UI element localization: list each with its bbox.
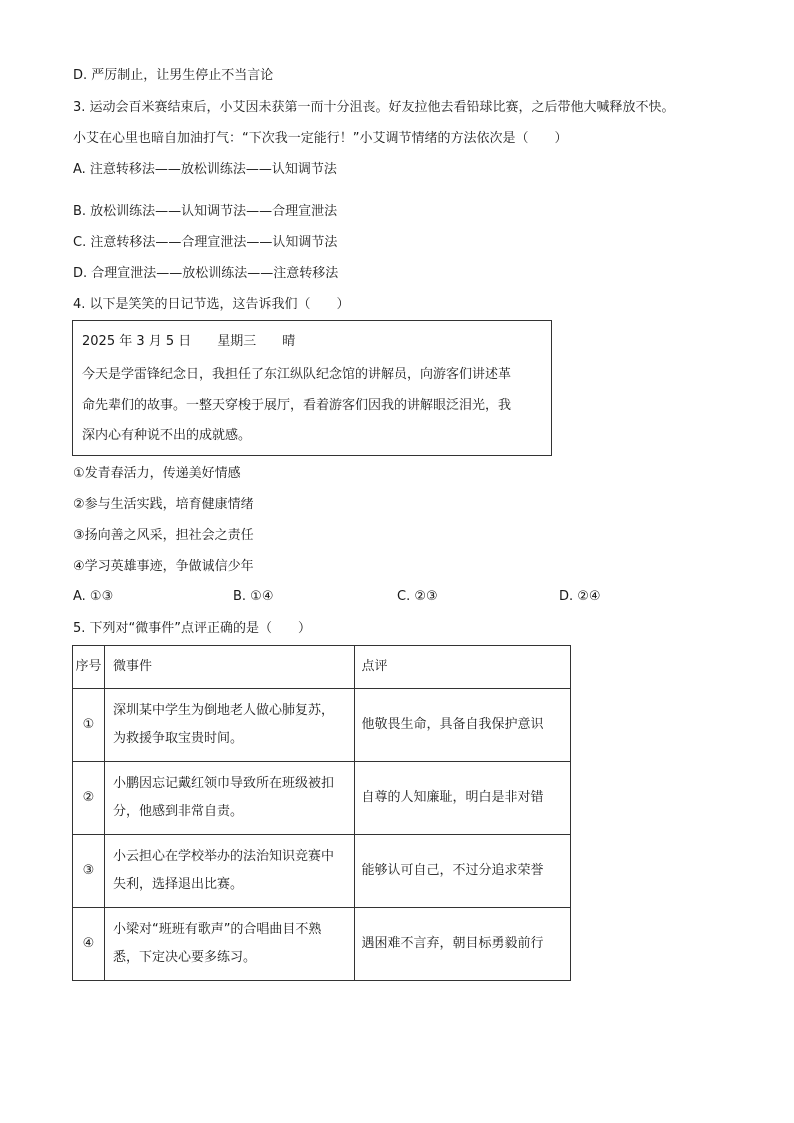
question-3-stem-line-1: 3. 运动会百米赛结束后，小艾因未获第一而十分沮丧。好友拉他去看铅球比赛，之后带他大喊释放不快。 bbox=[73, 100, 675, 115]
question-5-stem: 5. 下列对“微事件”点评正确的是（ ） bbox=[73, 621, 312, 636]
micro-event-table bbox=[72, 645, 571, 981]
question-4-options bbox=[73, 589, 633, 607]
diary-line-3: 深内心有种说不出的成就感。 bbox=[82, 428, 252, 443]
row-comment: 他敬畏生命，具备自我保护意识 bbox=[355, 689, 571, 762]
row-number: ② bbox=[73, 762, 105, 835]
question-4-option-b: B. ①④ bbox=[233, 589, 274, 604]
row-number: ① bbox=[73, 689, 105, 762]
question-3-option-c: C. 注意转移法——合理宣泄法——认知调节法 bbox=[73, 235, 338, 250]
question-4-statement-1: ①发青春活力，传递美好情感 bbox=[73, 466, 241, 481]
row-event: 小鹏因忘记戴红领巾导致所在班级被扣分，他感到非常自责。 bbox=[104, 762, 355, 835]
row-comment: 遇困难不言弃，朝目标勇毅前行 bbox=[355, 908, 571, 981]
table-row bbox=[73, 908, 571, 981]
row-comment: 能够认可自己，不过分追求荣誉 bbox=[355, 835, 571, 908]
row-number: ④ bbox=[73, 908, 105, 981]
table-row bbox=[73, 835, 571, 908]
row-event: 小梁对“班班有歌声”的合唱曲目不熟悉，下定决心要多练习。 bbox=[104, 908, 355, 981]
row-event: 深圳某中学生为倒地老人做心肺复苏，为救援争取宝贵时间。 bbox=[104, 689, 355, 762]
row-number: ③ bbox=[73, 835, 105, 908]
question-4-statement-2: ②参与生活实践，培育健康情绪 bbox=[73, 497, 254, 512]
question-4-option-d: D. ②④ bbox=[559, 589, 601, 604]
row-comment: 自尊的人知廉耻，明白是非对错 bbox=[355, 762, 571, 835]
question-4-statement-3: ③扬向善之风采，担社会之责任 bbox=[73, 528, 254, 543]
question-3-option-a: A. 注意转移法——放松训练法——认知调节法 bbox=[73, 162, 337, 177]
row-event: 小云担心在学校举办的法治知识竞赛中失利，选择退出比赛。 bbox=[104, 835, 355, 908]
diary-line-2: 命先辈们的故事。一整天穿梭于展厅，看着游客们因我的讲解眼泛泪光，我 bbox=[82, 398, 512, 413]
diary-header: 2025 年 3 月 5 日 星期三 晴 bbox=[82, 334, 296, 349]
table-header-row bbox=[73, 646, 571, 689]
header-comment: 点评 bbox=[355, 646, 571, 689]
table-row bbox=[73, 689, 571, 762]
question-4-option-c: C. ②③ bbox=[397, 589, 438, 604]
question-3-option-d: D. 合理宣泄法——放松训练法——注意转移法 bbox=[73, 266, 339, 281]
question-3-stem-line-2: 小艾在心里也暗自加油打气：“下次我一定能行！”小艾调节情绪的方法依次是（ ） bbox=[73, 131, 568, 146]
header-number: 序号 bbox=[73, 646, 105, 689]
question-2-option-d: D. 严厉制止，让男生停止不当言论 bbox=[73, 68, 274, 83]
diary-line-1: 今天是学雷锋纪念日，我担任了东江纵队纪念馆的讲解员，向游客们讲述革 bbox=[82, 367, 512, 382]
question-4-option-a: A. ①③ bbox=[73, 589, 114, 604]
header-event: 微事件 bbox=[104, 646, 355, 689]
table-row bbox=[73, 762, 571, 835]
diary-excerpt-box bbox=[72, 320, 552, 456]
question-4-stem: 4. 以下是笑笑的日记节选，这告诉我们（ ） bbox=[73, 297, 350, 312]
question-4-statement-4: ④学习英雄事迹，争做诚信少年 bbox=[73, 559, 254, 574]
question-3-option-b: B. 放松训练法——认知调节法——合理宣泄法 bbox=[73, 204, 338, 219]
